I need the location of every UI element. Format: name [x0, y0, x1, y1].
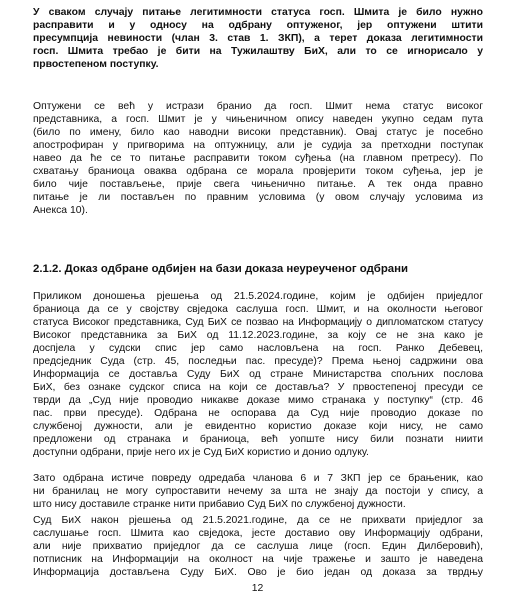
paragraph-ruling-information	[33, 290, 483, 459]
text-line: првостепеном поступку.	[33, 59, 159, 70]
text-line: пас. први пресуде). Одбрана не оспорава да Суд није проводио доказе по	[33, 408, 483, 419]
text-line: навео да ће се то питање расправити током суђења (на главном претресу). По	[33, 153, 483, 164]
section-heading: 2.1.2. Доказ одбране одбијен на бази доказа неуреученог одбрани	[33, 263, 409, 275]
text-line: доспјела у судски спис јер само насловљена на госп. Ранко Дебевец,	[33, 343, 483, 354]
text-line: било чије постављење, прије свега чињенично питање. А тек онда правно	[33, 179, 483, 190]
text-line: Приликом доношења рјешења од 21.5.2024.године, којим је одбијен приједлог	[33, 291, 483, 302]
text-line: Зато одбрана истиче повреду одредаба чланова 6 и 7 ЗКП јер се брањеник, као	[33, 473, 483, 484]
paragraph-text	[33, 6, 483, 71]
text-line: потписник на Информацији на околност на чије тражење и зашто је наведена	[33, 554, 483, 565]
text-line: госп. Шмита требао је бити на Тужилаштву БиХ, али то се игнорисало у	[33, 46, 483, 57]
text-line: ни бранилац не могу супроставити нечему за шта не знају да постоји у спису, а	[33, 486, 483, 497]
paragraph-legitimacy-status	[33, 6, 483, 71]
paragraph-text	[33, 100, 483, 217]
text-line: Информација се доставља Суду БиХ од стране Министарства спољних послова	[33, 369, 483, 380]
paragraph-text	[33, 472, 483, 511]
text-line: расправити и у односу на одбрану оптуженог, јер оптужени штити	[33, 20, 483, 31]
text-line: Анекса 10).	[33, 205, 88, 216]
text-line: саслушање госп. Шмита као свједока, јесте доставио ову Информацију одбрани,	[33, 528, 483, 539]
paragraph-procedural-violation	[33, 472, 483, 511]
paragraph-investigation-defense	[33, 100, 483, 217]
text-line: представника, а госп. Шмит је у чињеничном опису наведен укупно седам пута	[33, 114, 483, 125]
text-line: али није прихватио приједлог да се саслуша лице (госп. Един Дилберовић),	[33, 541, 483, 552]
text-line: службеној дужности, али је евидентно користио доказе који нису, не само	[33, 421, 483, 432]
text-line: статуса Високог представника, Суд БиХ се позвао на Информацију о дипломатском статусу	[33, 317, 483, 328]
text-line: предложени од странака и браниоца, већ уопште нису били познати ниити	[33, 434, 483, 445]
text-line: У свакoм случају питање легитимности статуса госп. Шмита је било нужно	[33, 7, 483, 18]
text-line: Суд БиХ након рјешења од 21.5.2021.године, да се не прихвати приједлог за	[33, 515, 483, 526]
paragraph-witness-rejection	[33, 514, 483, 579]
text-line: Високог представника за БиХ од 11.12.2023.године, за коју се не зна како је	[33, 330, 483, 341]
paragraph-text	[33, 514, 483, 579]
page-number: 12	[251, 583, 264, 594]
text-line: питање је ли постављен по правним условима (у овом случају условима из	[33, 192, 483, 203]
text-line: Информација достављена Суду БиХ. Ово је био један од доказа за тврдњу	[33, 567, 483, 578]
text-line: пресумпција невиности (члан 3. став 1. ЗКП), а терет доказа легитимности	[33, 33, 483, 44]
text-line: схватању браниоца оваква одбрана се морала провјерити током суђења, јер је	[33, 166, 483, 177]
text-line: што нису доставиле странке нити прибавио Суд БиХ по службеној дужности.	[33, 499, 406, 510]
text-line: Оптужени се већ у истрази бранио да госп. Шмит нема статус високог	[33, 101, 483, 112]
text-line: предсједник Суда (стр. 45, последњи пас. пресуде)? Према њеној садржини ова	[33, 356, 483, 367]
text-line: доступни одбрани, прије него их је Суд БиХ користио и донио одлуку.	[33, 447, 369, 458]
text-line: БиХ, без ознаке судског списа на који се доставља? У првостепеној пресуди се	[33, 382, 483, 393]
text-line: тврди да „Суд није проводио никакве доказе мимо странака у поступку“ (стр. 46	[33, 395, 483, 406]
paragraph-text	[33, 290, 483, 459]
text-line: (било по имену, било као наводни високи представник). Овај статус је посебно	[33, 127, 483, 138]
text-line: браниоца да се у својству свједока саслуша госп. Шмит, и на околности његовог	[33, 304, 483, 315]
text-line: апострофиран у пригворима на оптужницу, али је судија за претходни поступак	[33, 140, 483, 151]
